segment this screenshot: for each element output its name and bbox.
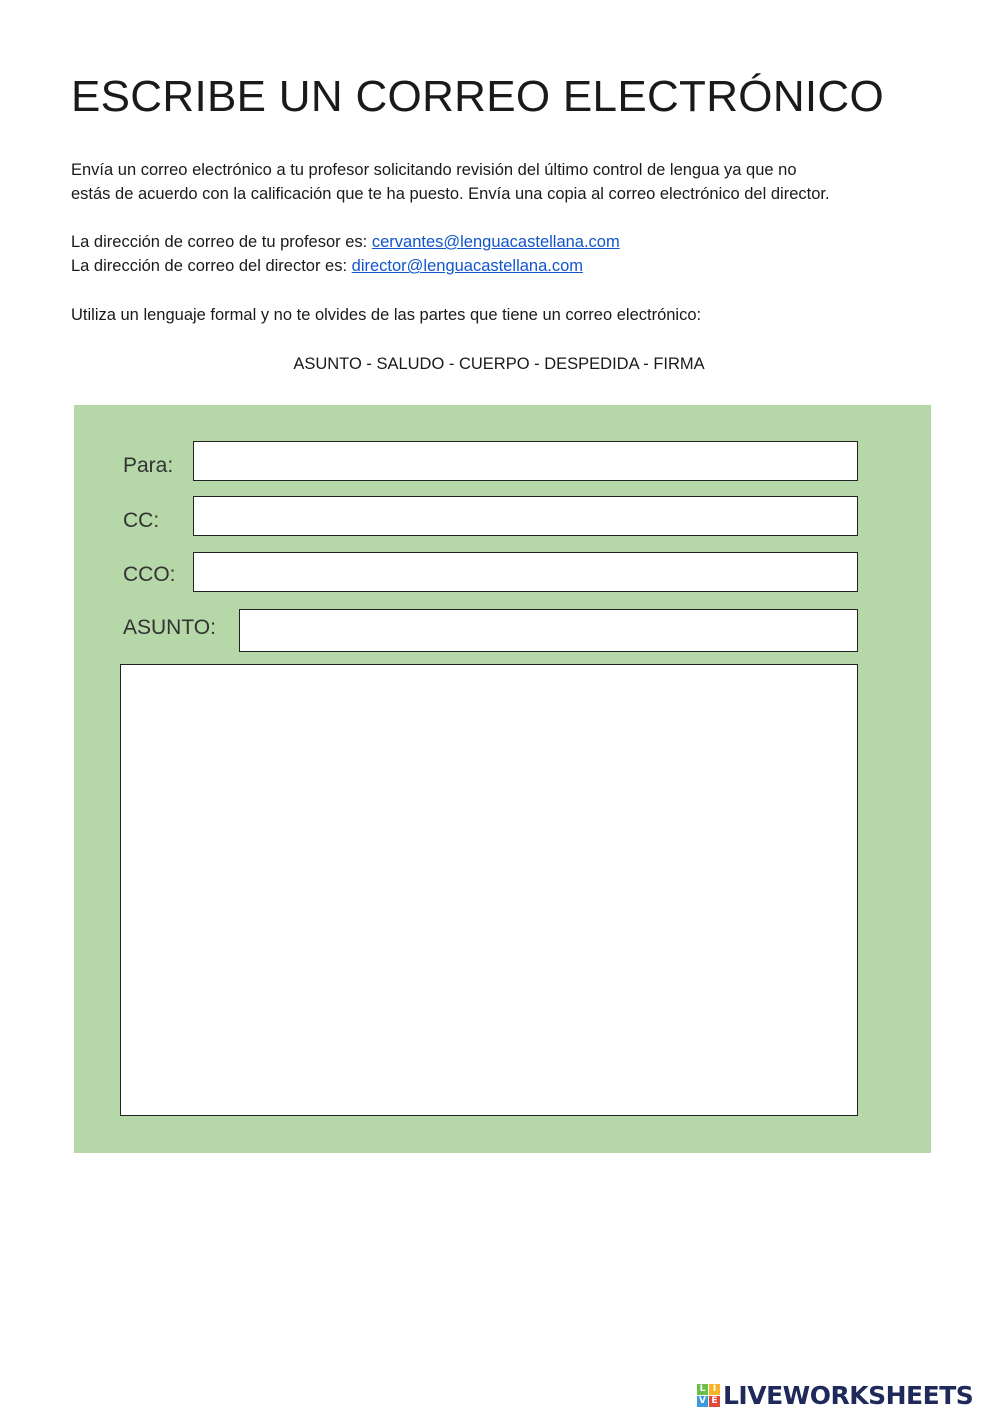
page-title: ESCRIBE UN CORREO ELECTRÓNICO [71,72,885,121]
teacher-email-link[interactable]: cervantes@lenguacastellana.com [371,233,620,251]
subject-label: ASUNTO: [123,616,216,639]
email-compose-panel [74,405,931,1153]
logo-mark-letter: I [709,1384,720,1395]
instructions-line-1: Envía un correo electrónico a tu profesor solicitando revisión del último control de lengua ya que no [71,161,797,179]
to-label: Para: [123,454,174,477]
bcc-label: CCO: [123,563,176,586]
instructions-line-2: estás de acuerdo con la calificación que te ha puesto. Envía una copia al correo electrónico del director. [71,185,830,203]
to-input[interactable] [193,441,858,481]
logo-mark-letter: L [697,1384,708,1395]
liveworksheets-logo-text: LIVEWORKSHEETS [723,1380,974,1410]
director-email-link[interactable]: director@lenguacastellana.com [351,257,584,275]
bcc-input[interactable] [193,552,858,592]
cc-input[interactable] [193,496,858,536]
director-email-label: La dirección de correo del director es: [71,257,352,275]
subject-input[interactable] [239,609,858,652]
email-addresses [71,230,620,278]
liveworksheets-logo-icon [697,1384,720,1407]
logo-mark-letter: E [709,1396,720,1407]
instructions-paragraph [71,158,830,206]
formal-language-note: Utiliza un lenguaje formal y no te olvides de las partes que tiene un correo electrónico: [71,306,702,324]
email-parts-list: ASUNTO - SALUDO - CUERPO - DESPEDIDA - FIRMA [293,355,705,373]
email-body-textarea[interactable] [120,664,858,1116]
cc-label: CC: [123,509,160,532]
teacher-email-label: La dirección de correo de tu profesor es: [71,233,372,251]
liveworksheets-logo [697,1380,973,1410]
logo-mark-letter: V [697,1396,708,1407]
